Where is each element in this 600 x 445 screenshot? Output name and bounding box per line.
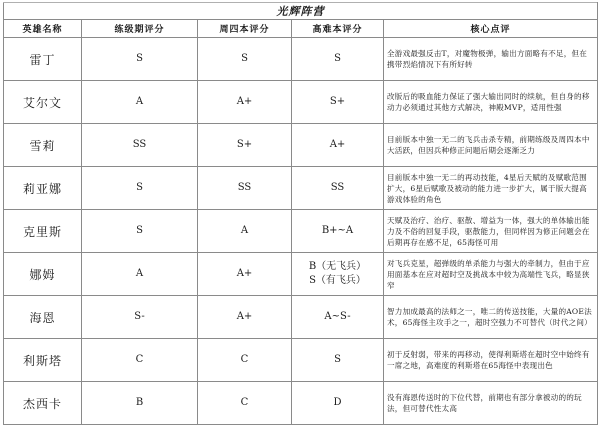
table-row (4, 382, 598, 425)
table-row (4, 296, 598, 339)
header-comment: 核心点评 (384, 20, 598, 38)
hero-name: 艾尔文 (4, 81, 82, 124)
practice-grade: S (82, 210, 198, 253)
practice-grade: S (82, 38, 198, 81)
hard-grade: D (292, 382, 384, 425)
header-practice: 练级期评分 (82, 20, 198, 38)
table-row (4, 339, 598, 382)
practice-grade: B (82, 382, 198, 425)
hard-grade-with-flyer: S（有飞兵） (309, 275, 366, 286)
table-row (4, 38, 598, 81)
weekly-grade: C (198, 382, 292, 425)
hero-comment: 智力加成最高的法师之一，唯二的传送技能，大量的AOE法术，65海怪主攻手之一，超时空强力不可替代（时代之间） (384, 296, 598, 339)
table-title: 光辉阵营 (4, 3, 598, 20)
hero-name: 克里斯 (4, 210, 82, 253)
weekly-grade: A (198, 210, 292, 253)
hero-comment: 天赋及治疗、治疗、驱散、增益为一体，强大的单体输出能力及不俗的回复手段，驱散能力，但同样因为修正问题会在后期再存在感不足，65海怪可用 (384, 210, 598, 253)
hero-comment: 目前版本中独一无二的飞兵击杀专精，前期练级及周四本中大活跃，但因兵种修正问题后期会逐渐乏力 (384, 124, 598, 167)
weekly-grade: SS (198, 167, 292, 210)
weekly-grade: C (198, 339, 292, 382)
table-row (4, 81, 598, 124)
hero-comment: 全游戏最强反击T，对魔物极弹，输出方面略有不足，但在携带烈焰情况下有所好转 (384, 38, 598, 81)
hero-comment: 对飞兵克星，超弹级的单杀能力与强大的牵制力，但由于应用面基本在应对超时空及挑战本中较为高端性飞兵，略显狭窄 (384, 253, 598, 296)
table-row (4, 167, 598, 210)
header-hard: 高难本评分 (292, 20, 384, 38)
hero-comment: 没有海恩传送时的下位代替，前期也有部分拿被动的的玩法，但可替代性太高 (384, 382, 598, 425)
practice-grade: S- (82, 296, 198, 339)
hero-name: 杰西卡 (4, 382, 82, 425)
hero-rating-table (3, 2, 598, 425)
weekly-grade: A+ (198, 253, 292, 296)
table-row (4, 210, 598, 253)
table-row (4, 124, 598, 167)
hero-name: 海恩 (4, 296, 82, 339)
weekly-grade: S+ (198, 124, 292, 167)
hero-name: 雷丁 (4, 38, 82, 81)
practice-grade: SS (82, 124, 198, 167)
hard-grade: SS (292, 167, 384, 210)
hard-grade: S (292, 339, 384, 382)
practice-grade: S (82, 167, 198, 210)
hero-name: 莉亚娜 (4, 167, 82, 210)
hard-grade-no-flyer: B（无飞兵） (308, 261, 367, 272)
weekly-grade: S (198, 38, 292, 81)
weekly-grade: A+ (198, 81, 292, 124)
header-name: 英雄名称 (4, 20, 82, 38)
header-weekly: 周四本评分 (198, 20, 292, 38)
practice-grade: A (82, 253, 198, 296)
practice-grade: C (82, 339, 198, 382)
practice-grade: A (82, 81, 198, 124)
hero-comment: 初于反射弱，带来的再移动，使得利斯塔在超时空中始终有一席之地，高难度的利斯塔在65海怪中表现出色 (384, 339, 598, 382)
hero-comment: 目前版本中独一无二的再动技能，4星后天赋的及赋歌范围扩大，6星后赋歌及被动的能力进一步扩大，属于版大提高游戏体验的角色 (384, 167, 598, 210)
hard-grade (292, 253, 384, 296)
table-row (4, 253, 598, 296)
weekly-grade: A+ (198, 296, 292, 339)
hard-grade: B+~A (292, 210, 384, 253)
hero-name: 雪莉 (4, 124, 82, 167)
hero-comment: 改版后的吸血能力保证了强大输出同时的续航，但自身的移动力必须通过其他方式解决，神殿MVP，适用性强 (384, 81, 598, 124)
hero-name: 娜姆 (4, 253, 82, 296)
hard-grade: A+ (292, 124, 384, 167)
hard-grade: S+ (292, 81, 384, 124)
hard-grade: S (292, 38, 384, 81)
hero-name: 利斯塔 (4, 339, 82, 382)
hard-grade: A~S- (292, 296, 384, 339)
